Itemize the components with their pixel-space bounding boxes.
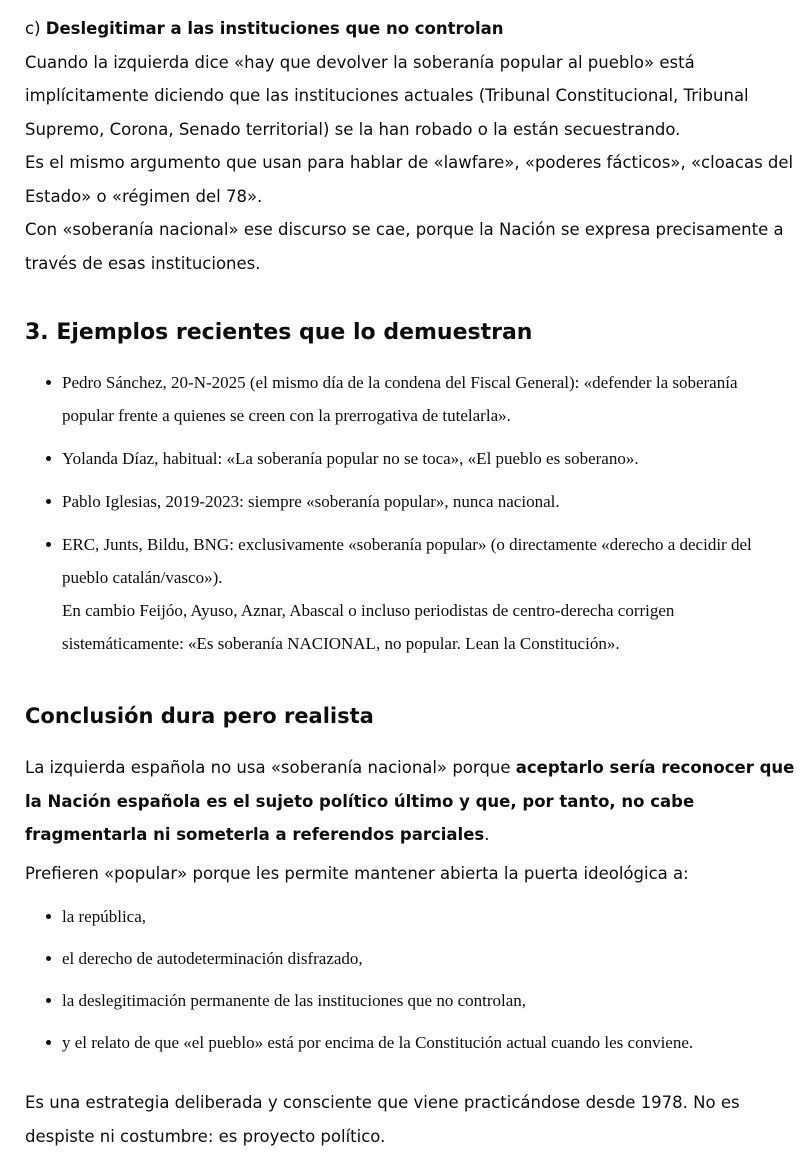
- conclusion-paragraph-2: Prefieren «popular» porque les permite mantener abierta la puerta ideológica a:: [25, 864, 689, 883]
- examples-list: [40, 366, 780, 660]
- conclusion-paragraph-1: [25, 751, 795, 852]
- section-c-block: [25, 12, 795, 280]
- list-item: la deslegitimación permanente de las instituciones que no controlan,: [40, 984, 780, 1017]
- list-item: la república,: [40, 900, 780, 933]
- conclusion-p1-bold: aceptarlo sería reconocer que la Nación española es el sujeto político último y que, por tanto, no cabe fragmentarla ni someterla a referendos parciales: [25, 758, 795, 844]
- section-c-paragraph-2: Es el mismo argumento que usan para hablar de «lawfare», «poderes fácticos», «cloacas del Estado» o «régimen del 78».: [25, 153, 794, 206]
- conclusion-list: [40, 900, 780, 1059]
- list-item: el derecho de autodeterminación disfrazado,: [40, 942, 780, 975]
- list-item-continuation: En cambio Feijóo, Ayuso, Aznar, Abascal o incluso periodistas de centro-derecha corrigen sistemáticamente: «Es soberanía NACIONAL, no popular. Lean la Constitución».: [62, 601, 675, 653]
- section-c-paragraph-1: Cuando la izquierda dice «hay que devolver la soberanía popular al pueblo» está implícitamente diciendo que las instituciones actuales (Tribunal Constitucional, Tribunal Supremo, Corona, Senado territorial) se la han robado o la están secuestrando.: [25, 52, 749, 139]
- section-c-prefix: c): [25, 19, 41, 38]
- list-item: Pablo Iglesias, 2019-2023: siempre «soberanía popular», nunca nacional.: [40, 485, 780, 518]
- section-3-heading: 3. Ejemplos recientes que lo demuestran: [25, 320, 533, 345]
- conclusion-p1-end: .: [484, 825, 490, 844]
- list-item: y el relato de que «el pueblo» está por encima de la Constitución actual cuando les conviene.: [40, 1026, 780, 1059]
- list-item: Yolanda Díaz, habitual: «La soberanía popular no se toca», «El pueblo es soberano».: [40, 442, 780, 475]
- conclusion-paragraph-3: Es una estrategia deliberada y consciente que viene practicándose desde 1978. No es despiste ni costumbre: es proyecto político.: [25, 1093, 740, 1146]
- section-c-title-line: [25, 12, 795, 46]
- conclusion-p1-start: La izquierda española no usa «soberanía nacional» porque: [25, 758, 516, 777]
- section-c-paragraph-3: Con «soberanía nacional» ese discurso se cae, porque la Nación se expresa precisamente a través de esas instituciones.: [25, 220, 784, 273]
- list-item: Pedro Sánchez, 20-N-2025 (el mismo día de la condena del Fiscal General): «defender la soberanía popular frente a quienes se creen con la prerrogativa de tutelarla».: [40, 366, 780, 432]
- section-c-title: Deslegitimar a las instituciones que no controlan: [45, 19, 504, 38]
- list-item-text: ERC, Junts, Bildu, BNG: exclusivamente «soberanía popular» (o directamente «derecho a decidir del pueblo catalán/vasco»).: [62, 535, 752, 587]
- conclusion-heading: Conclusión dura pero realista: [25, 704, 374, 728]
- list-item: [40, 528, 780, 660]
